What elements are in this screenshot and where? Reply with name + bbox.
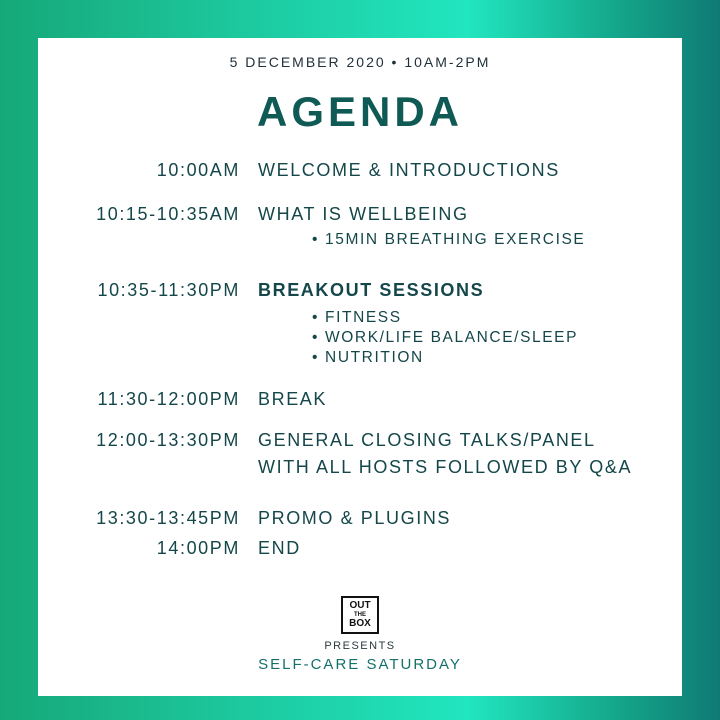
- agenda-sub-list: [312, 308, 578, 368]
- agenda-activity: PROMO & PLUGINS: [258, 508, 452, 528]
- out-the-box-logo: [341, 596, 379, 634]
- agenda-card: [38, 38, 682, 696]
- presents-label: PRESENTS: [324, 640, 396, 652]
- page-title: AGENDA: [256, 88, 463, 135]
- agenda-activity: WELCOME & INTRODUCTIONS: [258, 160, 560, 180]
- logo-text: OUT: [349, 600, 371, 611]
- agenda-activity: GENERAL CLOSING TALKS/PANEL: [258, 430, 596, 450]
- agenda-time: 12:00-13:30PM: [96, 430, 240, 450]
- agenda-activity: BREAKOUT SESSIONS: [258, 280, 485, 300]
- agenda-time: 14:00PM: [156, 538, 240, 558]
- event-date: 5 DECEMBER 2020 • 10AM-2PM: [229, 54, 491, 70]
- agenda-sub-item: • NUTRITION: [312, 348, 578, 368]
- agenda-sub-item: • FITNESS: [312, 308, 578, 328]
- agenda-time: 10:15-10:35AM: [96, 204, 240, 224]
- event-name: SELF-CARE SATURDAY: [258, 656, 462, 673]
- agenda-activity: WHAT IS WELLBEING: [258, 204, 469, 224]
- agenda-time: 10:00AM: [156, 160, 240, 180]
- agenda-time: 11:30-12:00PM: [97, 389, 240, 409]
- logo-text: THE: [354, 612, 366, 618]
- logo-text: BOX: [349, 618, 371, 629]
- agenda-sub-item: • 15MIN BREATHING EXERCISE: [312, 230, 585, 250]
- agenda-activity: END: [258, 538, 301, 558]
- agenda-sub-item: • WORK/LIFE BALANCE/SLEEP: [312, 328, 578, 348]
- agenda-activity: BREAK: [258, 389, 328, 409]
- agenda-time: 13:30-13:45PM: [96, 508, 240, 528]
- agenda-sub-list: [312, 230, 585, 250]
- agenda-activity: WITH ALL HOSTS FOLLOWED BY Q&A: [258, 457, 633, 477]
- agenda-time: 10:35-11:30PM: [97, 280, 240, 300]
